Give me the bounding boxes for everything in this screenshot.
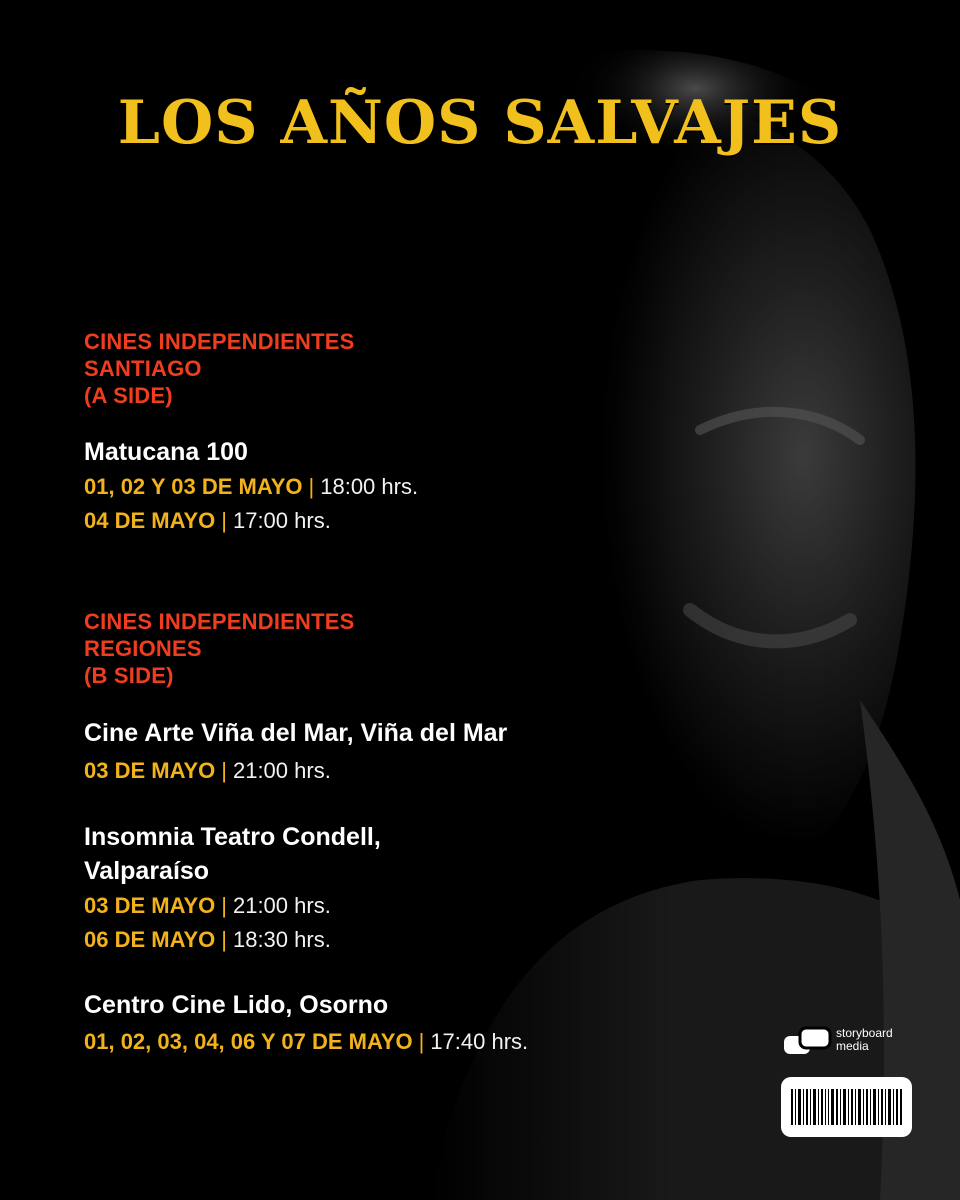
- logo-line: media: [836, 1039, 869, 1053]
- barcode-icon: [791, 1089, 902, 1125]
- section-heading-line: CINES INDEPENDIENTES: [84, 609, 355, 634]
- section-heading-line: (B SIDE): [84, 663, 174, 688]
- show-time: 18:00 hrs.: [320, 474, 419, 499]
- separator: |: [308, 474, 315, 499]
- showtime-row: [84, 925, 331, 955]
- separator: |: [221, 893, 227, 918]
- show-time: 17:00 hrs.: [232, 508, 331, 533]
- show-time: 17:40 hrs.: [430, 1029, 529, 1054]
- show-date: 01, 02, 03, 04, 06 Y 07 DE MAYO: [84, 1029, 413, 1054]
- showtime-row: [84, 1027, 528, 1057]
- logo-line: storyboard: [836, 1026, 893, 1040]
- section-heading-santiago: [84, 328, 355, 409]
- section-heading-line: (A SIDE): [84, 383, 173, 408]
- storyboard-media-logo-text: [836, 1027, 893, 1053]
- showtime-row: [84, 506, 331, 536]
- separator: |: [418, 1029, 425, 1054]
- show-time: 18:30 hrs.: [232, 927, 331, 952]
- venue-name: Matucana 100: [84, 438, 248, 466]
- show-time: 21:00 hrs.: [232, 758, 331, 783]
- show-date: 01, 02 Y 03 DE MAYO: [84, 474, 303, 499]
- show-time: 21:00 hrs.: [232, 893, 331, 918]
- separator: |: [221, 927, 227, 952]
- venue-name: Insomnia Teatro Condell,: [84, 823, 381, 851]
- section-heading-regiones: [84, 608, 355, 689]
- venue-name: Centro Cine Lido, Osorno: [84, 991, 389, 1019]
- venue-name-line2: Valparaíso: [84, 857, 210, 885]
- separator: |: [221, 508, 227, 533]
- show-date: 03 DE MAYO: [84, 758, 216, 783]
- venue-name: Cine Arte Viña del Mar, Viña del Mar: [84, 719, 508, 747]
- section-heading-line: CINES INDEPENDIENTES: [84, 329, 355, 354]
- section-heading-line: REGIONES: [84, 636, 202, 661]
- section-heading-line: SANTIAGO: [84, 356, 202, 381]
- separator: |: [221, 758, 227, 783]
- show-date: 06 DE MAYO: [84, 927, 216, 952]
- showtime-row: [84, 891, 331, 921]
- show-date: 03 DE MAYO: [84, 893, 216, 918]
- showtime-row: [84, 756, 331, 786]
- showtime-row: [84, 472, 418, 502]
- movie-title: LOS AÑOS SALVAJES: [117, 88, 843, 158]
- show-date: 04 DE MAYO: [84, 508, 216, 533]
- barcode: [781, 1077, 912, 1137]
